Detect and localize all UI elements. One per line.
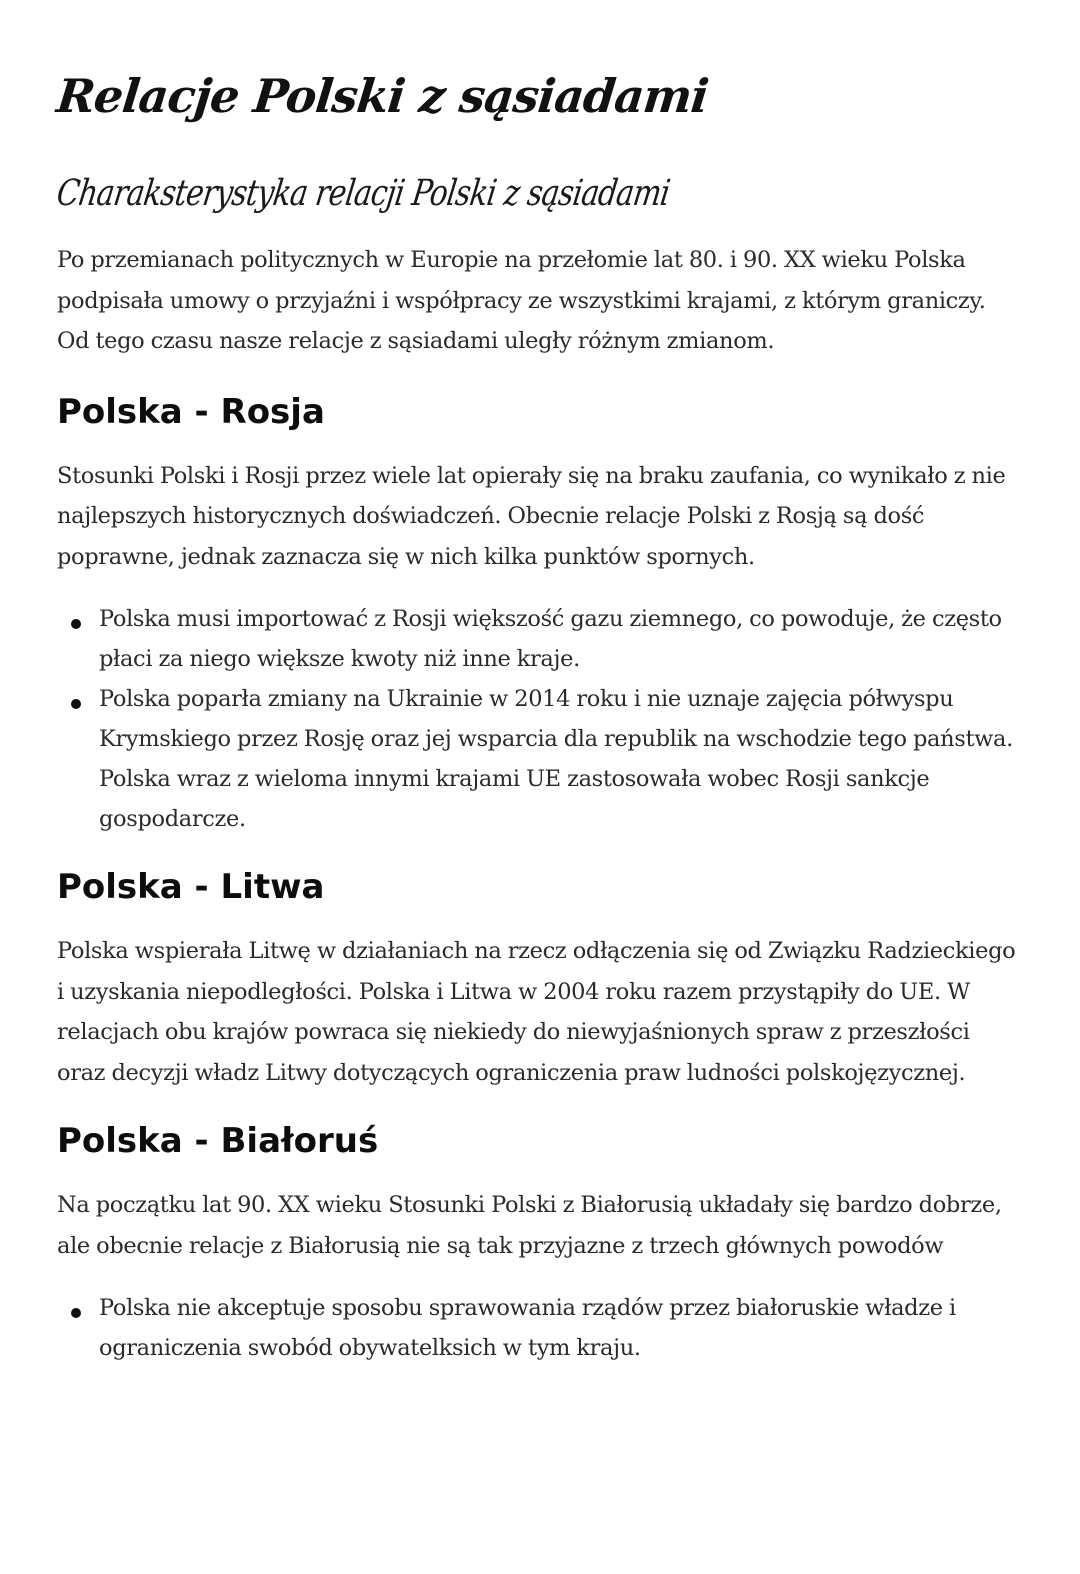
bullet-list-bialorus — [57, 1288, 1017, 1368]
list-item-text: Polska nie akceptuje sposobu sprawowania rządów przez białoruskie władze i ograniczenia swobód obywatelksich w tym kraju. — [99, 1295, 956, 1361]
section-heading-bialorus: Polska - Białoruś — [57, 1121, 379, 1161]
section-heading-rosja: Polska - Rosja — [57, 391, 325, 432]
bullet-icon — [71, 619, 81, 629]
bullet-icon — [71, 1308, 81, 1318]
list-item-text: Polska musi importować z Rosji większość gazu ziemnego, co powoduje, że często płaci za niego większe kwoty niż inne kraje. — [99, 606, 1002, 672]
document-page — [54, 48, 1017, 1368]
document-subtitle: Charaksterystyka relacji Polski z sąsiadami — [54, 173, 673, 214]
bullet-icon — [71, 699, 81, 709]
bullet-list-rosja — [57, 599, 1017, 839]
section-paragraph-litwa: Polska wspierała Litwę w działaniach na rzecz odłączenia się od Związku Radzieckiego i uzyskania niepodległości. Polska i Litwa w 2004 roku razem przystąpiły do UE. W relacjach obu krajów powraca się niekiedy do niewyjaśnionych spraw z przeszłości oraz decyzji władz Litwy dotyczących ograniczenia praw ludności polskojęzycznej. — [57, 938, 1016, 1086]
list-item — [57, 1288, 1017, 1368]
intro-paragraph: Po przemianach politycznych w Europie na przełomie lat 80. i 90. XX wieku Polska podpisała umowy o przyjaźni i współpracy ze wszystkimi krajami, z którym graniczy. Od tego czasu nasze relacje z sąsiadami uległy różnym zmianom. — [57, 247, 986, 354]
section-paragraph-rosja: Stosunki Polski i Rosji przez wiele lat opierały się na braku zaufania, co wynikało z nie najlepszych historycznych doświadczeń. Obecnie relacje Polski z Rosją są dość poprawne, jednak zaznacza się w nich kilka punktów spornych. — [57, 462, 1006, 570]
list-item-text: Polska poparła zmiany na Ukrainie w 2014 roku i nie uznaje zajęcia półwyspu Krymskiego przez Rosję oraz jej wsparcia dla republik na wschodzie tego państwa. Polska wraz z wieloma innymi krajami UE zastosowała wobec Rosji sankcje gospodarcze. — [99, 686, 1013, 832]
list-item — [57, 599, 1017, 679]
section-paragraph-bialorus: Na początku lat 90. XX wieku Stosunki Polski z Białorusią układały się bardzo dobrze, ale obecnie relacje z Białorusią nie są tak przyjazne z trzech głównych powodów — [57, 1192, 1002, 1259]
section-heading-litwa: Polska - Litwa — [57, 867, 325, 907]
document-title: Relacje Polski z sąsiadami — [54, 69, 711, 123]
list-item — [57, 679, 1017, 839]
